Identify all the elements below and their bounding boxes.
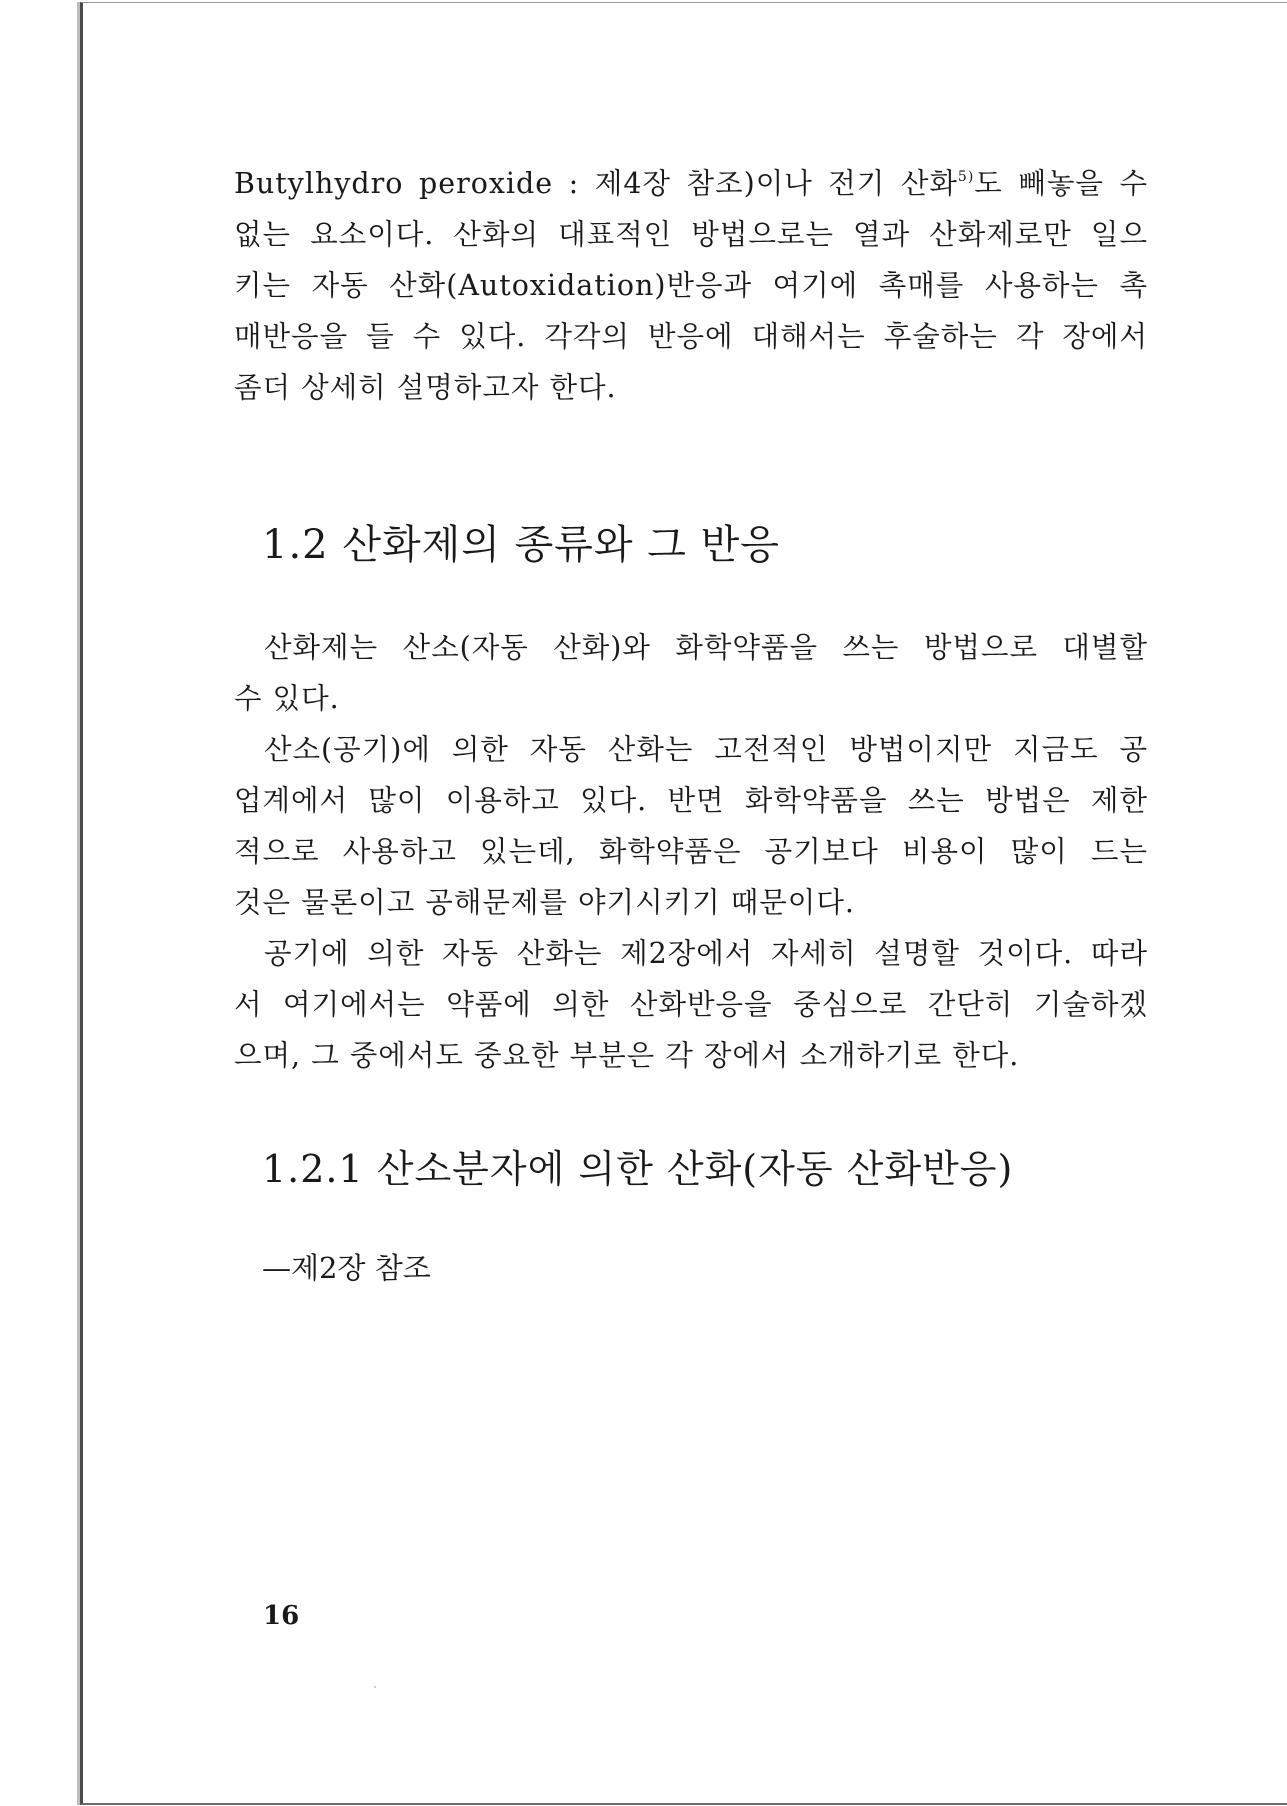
intro-paragraph	[234, 158, 1148, 413]
text-line	[234, 158, 1148, 209]
text-line: 업계에서 많이 이용하고 있다. 반면 화학약품을 쓰는 방법은 제한	[234, 784, 1148, 817]
text-line: 것은 물론이고 공해문제를 야기시키기 때문이다.	[234, 886, 855, 919]
scan-speck	[374, 1686, 376, 1688]
footnote-marker: 5)	[957, 169, 975, 185]
text-line: 서 여기에서는 약품에 의한 산화반응을 중심으로 간단히 기술하겠	[234, 988, 1148, 1021]
text-line: 키는 자동 산화(Autoxidation)반응과 여기에 촉매를 사용하는 촉	[234, 269, 1148, 302]
text-span: Butylhydro peroxide : 제4장 참조)이나 전기 산화	[234, 167, 958, 200]
text-line: 좀더 상세히 설명하고자 한다.	[234, 371, 617, 404]
paragraph-1	[234, 622, 1148, 724]
text-line: 적으로 사용하고 있는데, 화학약품은 공기보다 비용이 많이 드는	[234, 835, 1148, 868]
text-line: 없는 요소이다. 산화의 대표적인 방법으로는 열과 산화제로만 일으	[234, 218, 1148, 251]
chapter-reference: —제2장 참조	[262, 1251, 431, 1285]
text-line: 으며, 그 중에서도 중요한 부분은 각 장에서 소개하기로 한다.	[234, 1039, 1020, 1072]
text-line: 산화제는 산소(자동 산화)와 화학약품을 쓰는 방법으로 대별할	[264, 631, 1148, 664]
paragraph-2	[234, 724, 1148, 928]
section-heading-1-2-1: 1.2.1 산소분자에 의한 산화(자동 산화반응)	[262, 1147, 1014, 1191]
text-line: 수 있다.	[234, 682, 340, 715]
text-line: 산소(공기)에 의한 자동 산화는 고전적인 방법이지만 지금도 공	[264, 733, 1148, 766]
section-heading-1-2: 1.2 산화제의 종류와 그 반응	[262, 522, 780, 568]
text-line: 매반응을 들 수 있다. 각각의 반응에 대해서는 후술하는 각 장에서	[234, 320, 1148, 353]
text-span: 도 빼놓을 수	[974, 167, 1148, 200]
paragraph-3	[234, 928, 1148, 1081]
page-number: 16	[263, 1601, 300, 1631]
text-line: 공기에 의한 자동 산화는 제2장에서 자세히 설명할 것이다. 따라	[264, 937, 1148, 970]
